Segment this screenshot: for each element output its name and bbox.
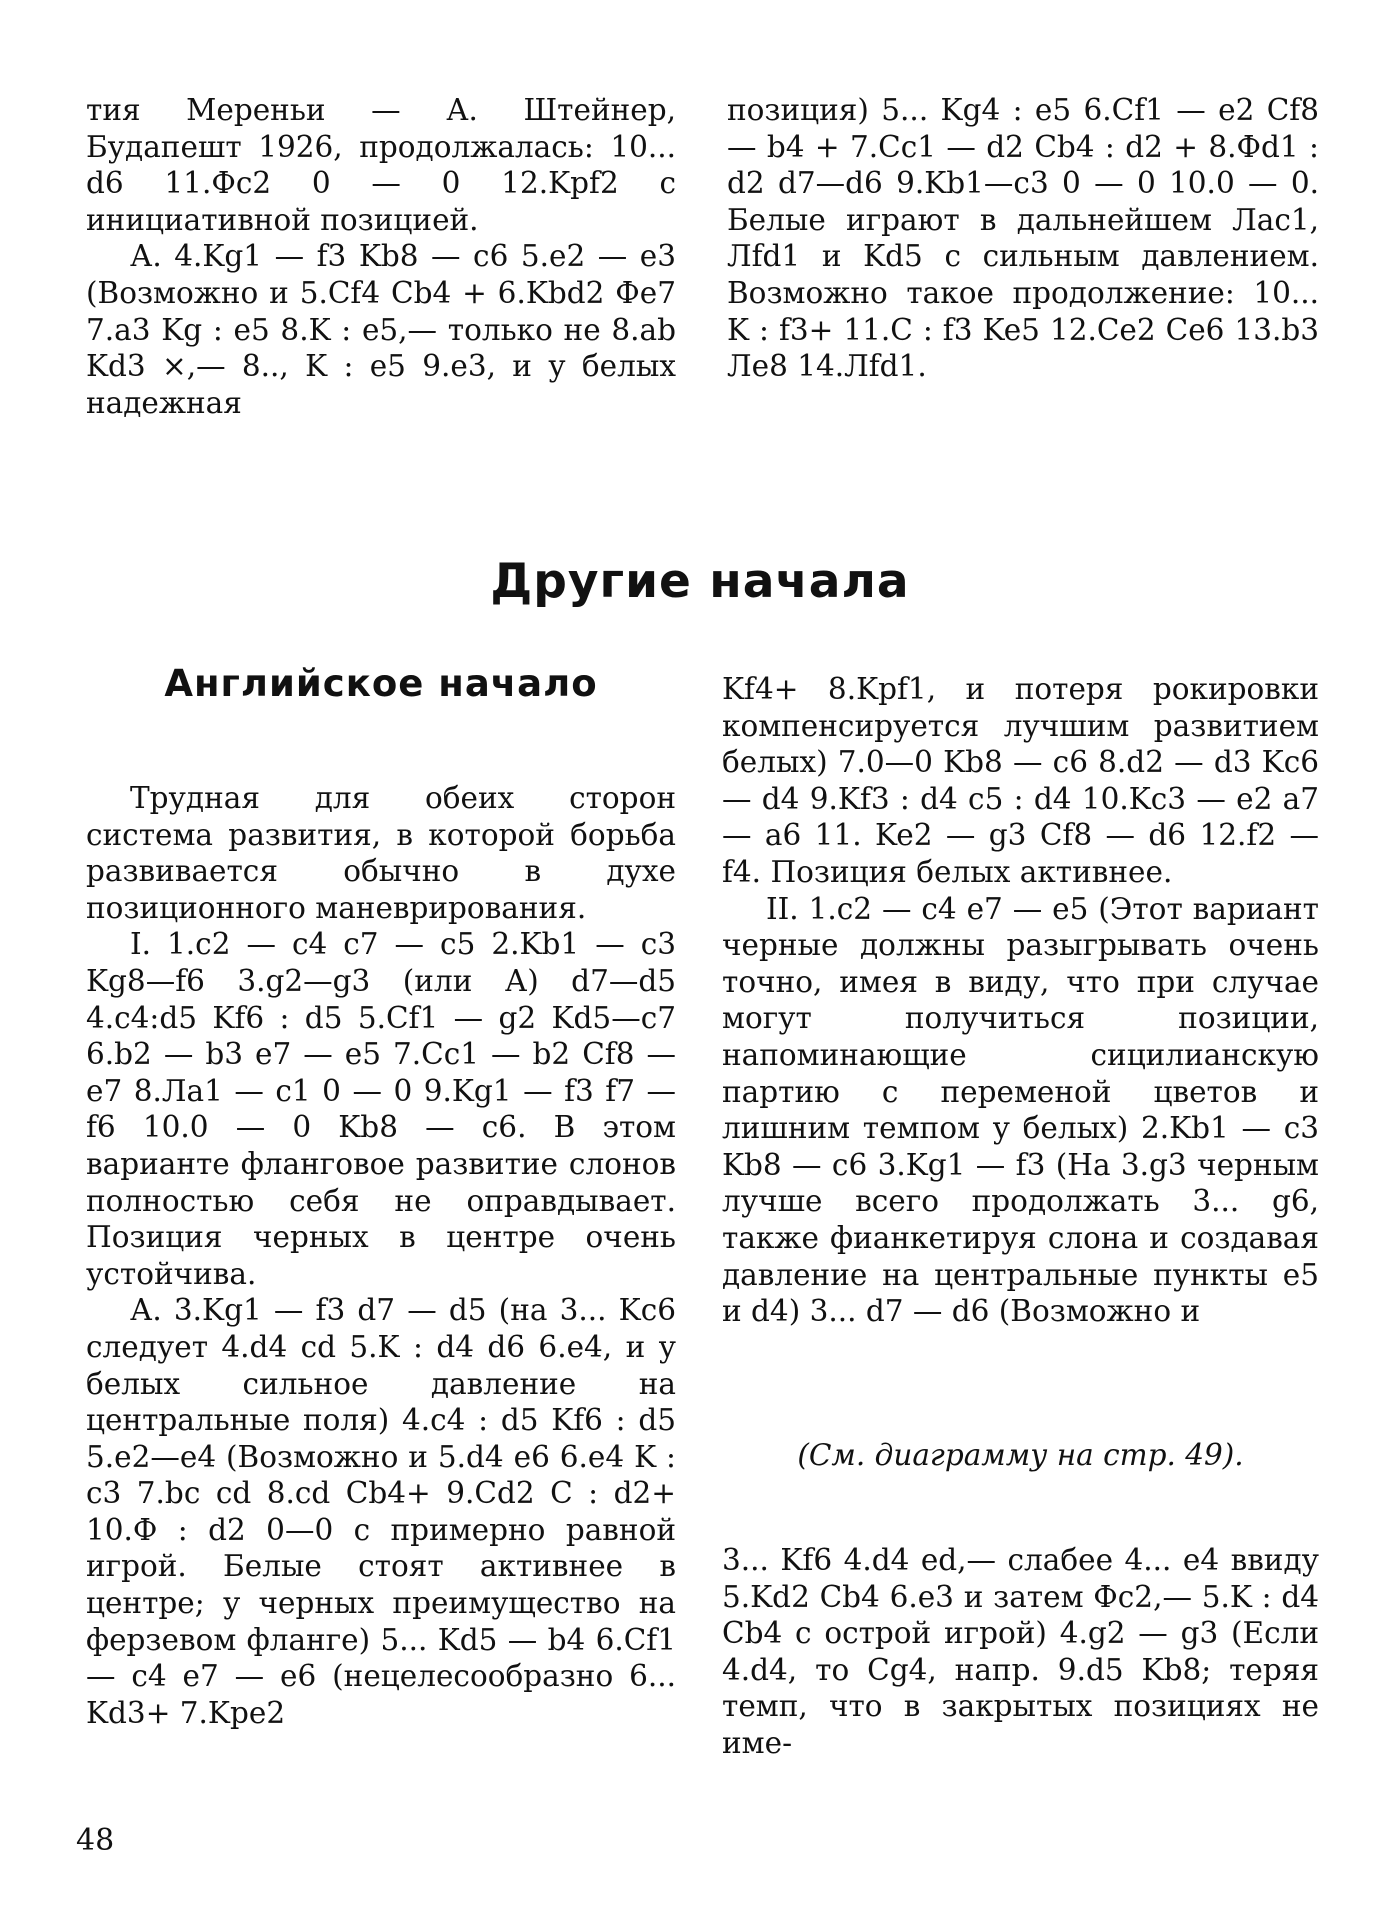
top-right-column [727, 92, 1319, 385]
bottom-left-column [86, 780, 676, 1731]
paragraph-variation-1: I. 1.c2 — c4 c7 — c5 2.Kb1 — c3 Kg8—f6 3.g2—g3 (или А) d7—d5 4.c4:d5 Kf6 : d5 5.Cf1 — g2 Kd5—c7 6.b2 — b3 e7 — e5 7.Cc1 — b2 Cf8 — e7 8.Ла1 — c1 0 — 0 9.Kg1 — f3 f7 — f6 10.0 — 0 Kb8 — c6. В этом варианте фланговое развитие слонов полностью себя не оправдывает. Позиция черных в центре очень устойчива. [86, 927, 676, 1291]
paragraph-continuation: Kf4+ 8.Kpf1, и потеря рокировки компенсируется лучшим развитием белых) 7.0—0 Kb8 — c6 8.d2 — d3 Kc6 — d4 9.Kf3 : d4 c5 : d4 10.Kc3 — e2 a7 — a6 11. Ke2 — g3 Cf8 — d6 12.f2 — f4. Позиция белых активнее. [722, 672, 1319, 889]
paragraph-variation-a: А. 3.Kg1 — f3 d7 — d5 (на 3... Kc6 следует 4.d4 cd 5.K : d4 d6 6.e4, и у белых сильное давление на центральные поля) 4.c4 : d5 Kf6 : d5 5.e2—e4 (Возможно и 5.d4 e6 6.e4 K : c3 7.bc cd 8.cd Cb4+ 9.Cd2 C : d2+ 10.Ф : d2 0—0 с примерно равной игрой. Белые стоят активнее в центре; у черных преимущество на ферзевом фланге) 5... Kd5 — b4 6.Cf1 — c4 e7 — e6 (нецелесообразно 6... Kd3+ 7.Kpe2 [86, 1293, 676, 1730]
bottom-right-column [722, 671, 1319, 1330]
bottom-right-continuation-column [722, 1542, 1319, 1762]
top-left-column [86, 92, 676, 421]
page-number: 48 [76, 1823, 115, 1858]
paragraph-after-diagram: 3... Kf6 4.d4 ed,— слабее 4... e4 ввиду 5.Kd2 Cb4 6.e3 и затем Фс2,— 5.K : d4 Cb4 с острой игрой) 4.g2 — g3 (Если 4.d4, то Cg4, напр. 9.d5 Kb8; теряя темп, что в закрытых позициях не име- [722, 1543, 1319, 1760]
paragraph-variation-2: II. 1.c2 — c4 e7 — e5 (Этот вариант черные должны разыгрывать очень точно, имея в виду, что при случае могут получиться позиции, напоминающие сицилианскую партию с переменой цветов и лишним темпом у белых) 2.Kb1 — c3 Kb8 — c6 3.Kg1 — f3 (На 3.g3 черным лучше всего продолжать 3... g6, также фианкетируя слона и создавая давление на центральные пункты e5 и d4) 3... d7 — d6 (Возможно и [722, 891, 1319, 1329]
diagram-reference: (См. диаграмму на стр. 49). [797, 1438, 1244, 1472]
paragraph-top-left-1: тия Мереньи — А. Штейнер, Будапешт 1926, продолжалась: 10... d6 11.Фс2 0 — 0 12.Kpf2 с инициативной позицией. [86, 93, 676, 237]
section-heading: Английское начало [164, 662, 598, 705]
paragraph-intro: Трудная для обеих сторон система развития, в которой борьба развивается обычно в духе позиционного маневрирования. [86, 781, 676, 925]
paragraph-top-left-2: А. 4.Kg1 — f3 Kb8 — c6 5.e2 — e3 (Возможно и 5.Cf4 Cb4 + 6.Kbd2 Фe7 7.a3 Kg : e5 8.K : e5,— только не 8.ab Kd3 ×,— 8.., K : e5 9.e3, и у белых надежная [86, 239, 676, 420]
paragraph-top-right-1: позиция) 5... Kg4 : e5 6.Cf1 — e2 Cf8 — b4 + 7.Cc1 — d2 Cb4 : d2 + 8.Фd1 : d2 d7—d6 9.Kb1—c3 0 — 0 10.0 — 0. Белые играют в дальнейшем Лас1, Лfd1 и Kd5 с сильным давлением. Возможно такое продолжение: 10... K : f3+ 11.C : f3 Ke5 12.Ce2 Ce6 13.b3 Ле8 14.Лfd1. [727, 93, 1319, 384]
chapter-heading: Другие начала [490, 554, 910, 609]
